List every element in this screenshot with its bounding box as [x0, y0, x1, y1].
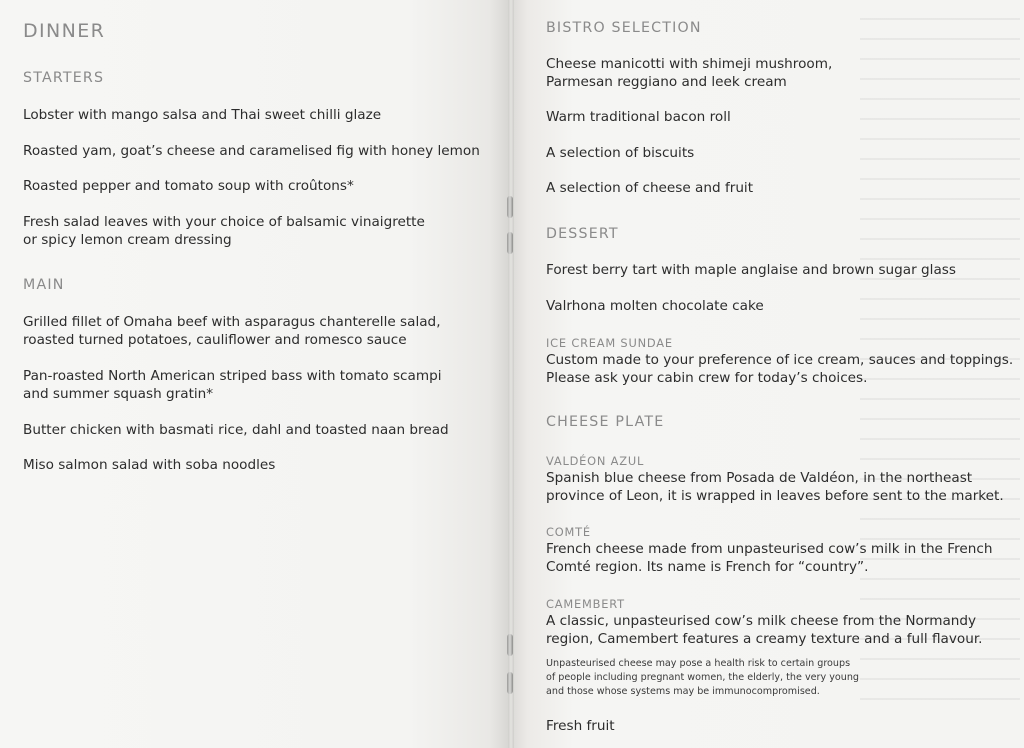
main-item: Butter chicken with basmati rice, dahl and toasted naan bread — [23, 422, 449, 438]
main-heading: MAIN — [23, 277, 65, 293]
dessert-item: Forest berry tart with maple anglaise and brown sugar glass — [546, 262, 956, 278]
staple — [507, 196, 513, 218]
dessert-heading: DESSERT — [546, 226, 619, 242]
main-item: Grilled fillet of Omaha beef with asparagus chanterelle salad, roasted turned potatoes, cauliflower and romesco sauce — [23, 314, 441, 348]
fresh-fruit-item: Fresh fruit — [546, 718, 615, 734]
cheese-plate-heading: CHEESE PLATE — [546, 414, 665, 430]
dessert-item: Valrhona molten chocolate cake — [546, 298, 764, 314]
left-menu-page — [0, 0, 510, 748]
cheese-name: VALDÉON AZUL — [546, 454, 645, 468]
main-item: Miso salmon salad with soba noodles — [23, 457, 276, 473]
dinner-title: DINNER — [23, 20, 106, 42]
staple — [507, 634, 513, 656]
starter-item: Roasted yam, goat’s cheese and caramelised fig with honey lemon — [23, 143, 480, 159]
starter-item: Lobster with mango salsa and Thai sweet chilli glaze — [23, 107, 382, 123]
bistro-heading: BISTRO SELECTION — [546, 20, 702, 36]
bistro-item: Warm traditional bacon roll — [546, 109, 731, 125]
cheese-description: A classic, unpasteurised cow’s milk cheese from the Normandy region, Camembert features a creamy texture and a full flavour. — [546, 613, 983, 647]
sundae-description: Custom made to your preference of ice cream, sauces and toppings. Please ask your cabin crew for today’s choices. — [546, 352, 1014, 386]
bistro-item: Cheese manicotti with shimeji mushroom, Parmesan reggiano and leek cream — [546, 56, 833, 90]
bistro-item: A selection of cheese and fruit — [546, 180, 754, 196]
staple — [507, 232, 513, 254]
main-item: Pan-roasted North American striped bass with tomato scampi and summer squash gratin* — [23, 368, 442, 402]
bistro-item: A selection of biscuits — [546, 145, 695, 161]
starter-item: Roasted pepper and tomato soup with croûtons* — [23, 178, 354, 194]
sundae-name: ICE CREAM SUNDAE — [546, 336, 673, 350]
starter-item: Fresh salad leaves with your choice of balsamic vinaigrette or spicy lemon cream dressing — [23, 214, 425, 248]
cheese-name: CAMEMBERT — [546, 597, 625, 611]
cheese-description: French cheese made from unpasteurised cow’s milk in the French Comté region. Its name is French for “country”. — [546, 541, 993, 575]
health-disclaimer: Unpasteurised cheese may pose a health risk to certain groups of people including pregnant women, the elderly, the very young and those whose systems may be immunocompromised. — [546, 658, 860, 697]
staple — [507, 672, 513, 694]
starters-heading: STARTERS — [23, 70, 105, 86]
cheese-description: Spanish blue cheese from Posada de Valdéon, in the northeast province of Leon, it is wrapped in leaves before sent to the market. — [546, 470, 1004, 504]
cheese-name: COMTÉ — [546, 525, 591, 539]
